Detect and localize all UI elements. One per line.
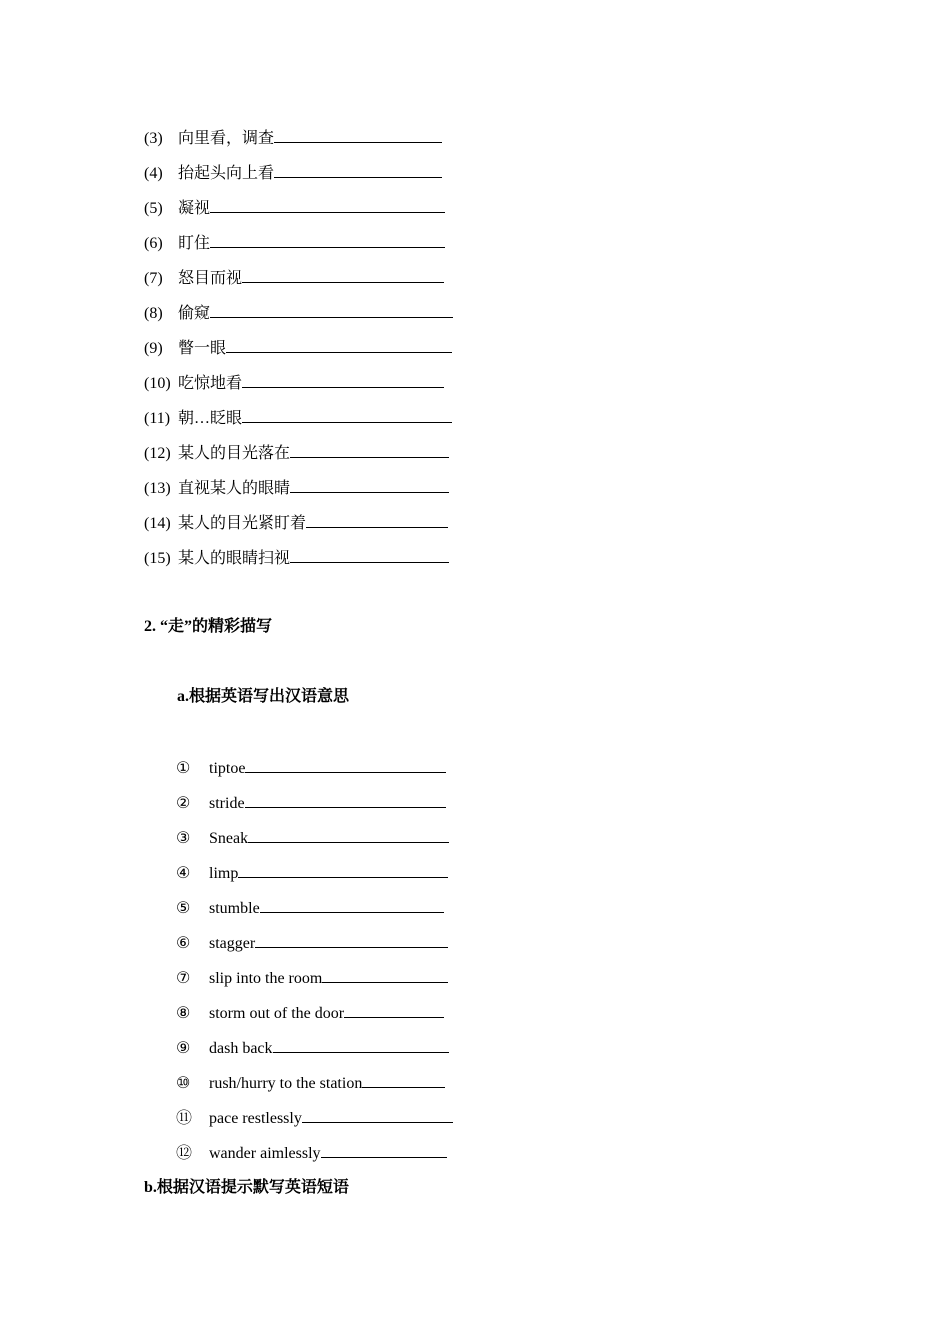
item-text: 向里看，调查 bbox=[178, 130, 275, 147]
list-item bbox=[144, 230, 445, 254]
answer-blank[interactable] bbox=[242, 265, 444, 283]
answer-blank[interactable] bbox=[245, 790, 446, 808]
list-item bbox=[144, 265, 444, 289]
answer-blank[interactable] bbox=[274, 125, 442, 143]
answer-blank[interactable] bbox=[302, 1105, 453, 1123]
item-number: (13) bbox=[144, 480, 171, 497]
list-item bbox=[176, 930, 448, 954]
list-item bbox=[144, 440, 449, 464]
item-text: 盯住 bbox=[178, 235, 211, 252]
list-item bbox=[144, 300, 453, 324]
item-text: 某人的眼睛扫视 bbox=[178, 550, 291, 567]
item-text: dash back bbox=[209, 1040, 273, 1057]
item-number: (11) bbox=[144, 410, 171, 427]
answer-blank[interactable] bbox=[210, 300, 453, 318]
list-item bbox=[144, 510, 448, 534]
answer-blank[interactable] bbox=[362, 1070, 445, 1088]
list-item bbox=[144, 405, 452, 429]
item-number: ② bbox=[176, 795, 191, 812]
answer-blank[interactable] bbox=[306, 510, 448, 528]
list-item bbox=[144, 160, 442, 184]
item-number: ⑧ bbox=[176, 1005, 191, 1022]
item-text: 怒目而视 bbox=[178, 270, 243, 287]
item-text: 某人的目光落在 bbox=[178, 445, 291, 462]
item-text: stagger bbox=[209, 935, 256, 952]
item-number: ③ bbox=[176, 830, 191, 847]
item-number: ⑤ bbox=[176, 900, 191, 917]
list-item bbox=[144, 335, 452, 359]
answer-blank[interactable] bbox=[290, 545, 449, 563]
item-number: ④ bbox=[176, 865, 191, 882]
item-number: (12) bbox=[144, 445, 171, 462]
item-text: rush/hurry to the station bbox=[209, 1075, 363, 1092]
answer-blank[interactable] bbox=[290, 440, 449, 458]
answer-blank[interactable] bbox=[260, 895, 444, 913]
item-text: 吃惊地看 bbox=[178, 375, 243, 392]
answer-blank[interactable] bbox=[226, 335, 452, 353]
list-item bbox=[176, 1105, 453, 1129]
list-item bbox=[176, 825, 449, 849]
item-text: 某人的目光紧盯着 bbox=[178, 515, 307, 532]
item-number: ⑦ bbox=[176, 970, 191, 987]
item-number: ⑩ bbox=[176, 1075, 191, 1092]
item-number: (4) bbox=[144, 165, 163, 182]
item-number: ⑨ bbox=[176, 1040, 191, 1057]
list-item bbox=[176, 895, 444, 919]
item-number: (9) bbox=[144, 340, 163, 357]
item-text: Sneak bbox=[209, 830, 249, 847]
list-item bbox=[144, 475, 449, 499]
item-text: stumble bbox=[209, 900, 260, 917]
item-number: ⑥ bbox=[176, 935, 191, 952]
list-item bbox=[144, 370, 444, 394]
answer-blank[interactable] bbox=[273, 1035, 449, 1053]
list-item bbox=[176, 860, 448, 884]
item-number: (15) bbox=[144, 550, 171, 567]
answer-blank[interactable] bbox=[321, 1140, 447, 1158]
answer-blank[interactable] bbox=[242, 370, 444, 388]
list-item bbox=[176, 1140, 447, 1164]
list-item bbox=[144, 545, 449, 569]
answer-blank[interactable] bbox=[210, 195, 445, 213]
item-text: stride bbox=[209, 795, 245, 812]
item-text: storm out of the door bbox=[209, 1005, 345, 1022]
item-number: ⑫ bbox=[176, 1145, 193, 1162]
item-number: (6) bbox=[144, 235, 163, 252]
answer-blank[interactable] bbox=[242, 405, 452, 423]
answer-blank[interactable] bbox=[274, 160, 442, 178]
answer-blank[interactable] bbox=[210, 230, 445, 248]
item-text: 凝视 bbox=[178, 200, 211, 217]
item-number: ⑪ bbox=[176, 1110, 193, 1127]
item-number: ① bbox=[176, 760, 191, 777]
answer-blank[interactable] bbox=[322, 965, 448, 983]
item-text: 瞥一眼 bbox=[178, 340, 227, 357]
list-item bbox=[176, 1035, 449, 1059]
answer-blank[interactable] bbox=[255, 930, 448, 948]
list-item bbox=[176, 755, 446, 779]
item-number: (10) bbox=[144, 375, 171, 392]
item-text: slip into the room bbox=[209, 970, 323, 987]
section-title: 2. “走”的精彩描写 bbox=[144, 618, 273, 635]
subsection-title-b: b.根据汉语提示默写英语短语 bbox=[144, 1179, 349, 1196]
list-item bbox=[176, 790, 446, 814]
item-text: tiptoe bbox=[209, 760, 246, 777]
list-item bbox=[176, 965, 448, 989]
list-item bbox=[144, 195, 445, 219]
list-item bbox=[144, 125, 442, 149]
list-item bbox=[176, 1000, 444, 1024]
item-number: (14) bbox=[144, 515, 171, 532]
item-text: wander aimlessly bbox=[209, 1145, 321, 1162]
subsection-title-a: a.根据英语写出汉语意思 bbox=[177, 688, 350, 705]
item-text: 偷窥 bbox=[178, 305, 211, 322]
item-text: 抬起头向上看 bbox=[178, 165, 275, 182]
answer-blank[interactable] bbox=[245, 755, 446, 773]
item-number: (8) bbox=[144, 305, 163, 322]
item-number: (3) bbox=[144, 130, 163, 147]
item-number: (5) bbox=[144, 200, 163, 217]
list-item bbox=[176, 1070, 445, 1094]
item-number: (7) bbox=[144, 270, 163, 287]
answer-blank[interactable] bbox=[290, 475, 449, 493]
answer-blank[interactable] bbox=[344, 1000, 444, 1018]
item-text: 直视某人的眼睛 bbox=[178, 480, 291, 497]
answer-blank[interactable] bbox=[248, 825, 449, 843]
item-text: limp bbox=[209, 865, 239, 882]
item-text: pace restlessly bbox=[209, 1110, 302, 1127]
item-text: 朝…眨眼 bbox=[178, 410, 243, 427]
answer-blank[interactable] bbox=[238, 860, 448, 878]
